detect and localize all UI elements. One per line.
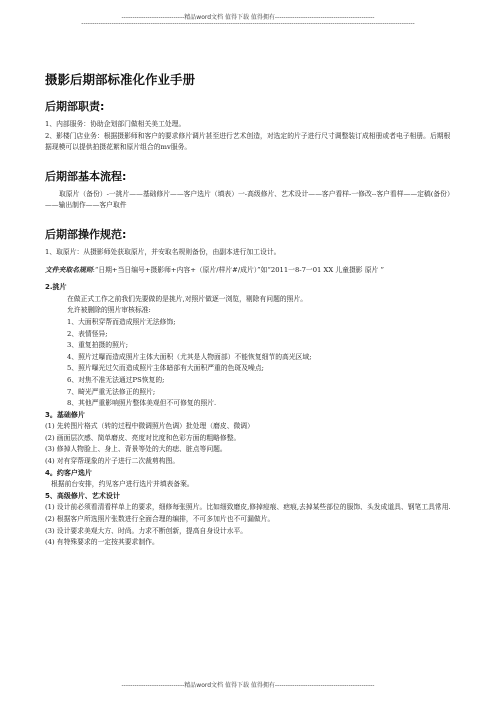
pick-criterion: 6、对焦不准无法通过PS恢复的; [67, 375, 165, 384]
basic-retouch-item: (2) 画面层次感、简单磨皮、亮度对比度和色彩方面的粗略修整。 [45, 433, 241, 442]
client-selection-text: 根据前台安排，约见客户进行选片并填表备案。 [51, 480, 194, 489]
pick-criterion: 3、重复拍摄的照片; [67, 341, 128, 350]
pick-criterion: 8、其他严重影响照片整体美观但不可修复的照片. [67, 399, 217, 408]
document-title: 摄影后期部标准化作业手册 [45, 72, 196, 87]
step-heading-client-selection: 4。约客户选片 [45, 468, 92, 477]
advanced-retouch-item: (3) 设计要求美观大方、时尚。力求不断创新，提高自身设计水平。 [45, 526, 248, 535]
advanced-retouch-item: (4) 有特殊要求的一定按其要求制作。 [45, 538, 159, 547]
section-heading-duties: 后期部职责: [45, 100, 105, 113]
page-header-rule: ---------------------------------------------------------------------------------------------------------------------------------------------------------- [81, 20, 415, 27]
pick-intro: 在做正式工作之前我们先要做的是挑片,对照片做逐一浏览，剔除有问题的照片。 [67, 294, 308, 303]
document-body [45, 70, 455, 549]
section-heading-flow: 后期部基本流程: [45, 169, 127, 183]
pick-criteria-title: 允许被删除的照片审核标准: [67, 306, 151, 315]
flow-text: 取原片（备份）-一挑片——基础修片——客户选片（填表）一-高级修片、艺术设计——客户看样-一修改--客户看样——定稿(备份）——输出制作——客户取件 [45, 189, 454, 210]
section-heading-ops: 后期部操作规范: [45, 227, 127, 241]
pick-criterion: 2、表情怪异; [67, 329, 108, 338]
pick-criterion: 5、照片曝光过欠而造成照片主体暗部有大面积严重的色斑及噪点; [67, 364, 264, 373]
page-footer-banner: -----------------------------精品word文档 值得下载 值得拥有---------------------------------------------- [121, 682, 375, 689]
pick-criterion: 4、照片过曝而造成照片主体大面积（尤其是人物面部）不能恢复细节的高光区域; [67, 352, 312, 361]
file-naming-text: :“日期+当日编号+摄影师+内容+（原片/样片#/成片）”如“2011一8-7一01 XX 儿童摄影 原片 ” [92, 265, 384, 274]
step-heading-basic-retouch: 3。基础修片 [45, 410, 85, 419]
advanced-retouch-item: (2) 根据客户所选照片张数进行全面合理的编排，不可多加片也不可漏做片。 [45, 515, 275, 524]
advanced-retouch-item: (1) 设计前必须看清看样单上的要求，细修每张照片。比如细致磨皮,修掉痘痕、疤痕,去掉某些部位的服饰、头发成道具、钢笔工具常用. [45, 503, 451, 512]
duty-item: 2、影楼门店业务：根据摄影师和客户的要求修片调片甚至进行艺术创造，对选定的片子进行尺寸调整装订成相册或者电子相册。后期根据现模可以提供拍摄花絮和原片组合的mv服务。 [45, 131, 451, 152]
pick-criterion: 7、畸光严重无法修正的照片; [67, 387, 156, 396]
step-heading-advanced-retouch: 5、高级修片、艺术设计 [45, 491, 120, 500]
basic-retouch-item: (1) 先转图片格式（转的过程中微调照片色调）批处理（磨皮、微调） [45, 422, 254, 431]
basic-retouch-item: (4) 对有穿帮现象的片子进行二次裁剪构图。 [45, 457, 180, 466]
ops-step-1: 1、取原片：从摄影师处获取原片，并安取名规则备份，由副本进行加工设计。 [45, 247, 281, 256]
duty-item: 1、内部服务：协助企划部门做相关美工处理。 [45, 120, 186, 128]
step-heading-pick: 2.挑片 [45, 283, 67, 292]
file-naming-rule [45, 265, 455, 277]
page-header-banner: -----------------------------精品word文档 值得下载 值得拥有---------------------------------------------- [121, 14, 375, 21]
file-naming-label: 文件夹取名规则 [45, 265, 93, 274]
basic-retouch-item: (3) 修掉人物脸上、身上、背景等处的大的痣、脏点等问题。 [45, 445, 227, 454]
pick-criterion: 1、大面积穿帮而造成照片无法修饰; [67, 317, 176, 326]
